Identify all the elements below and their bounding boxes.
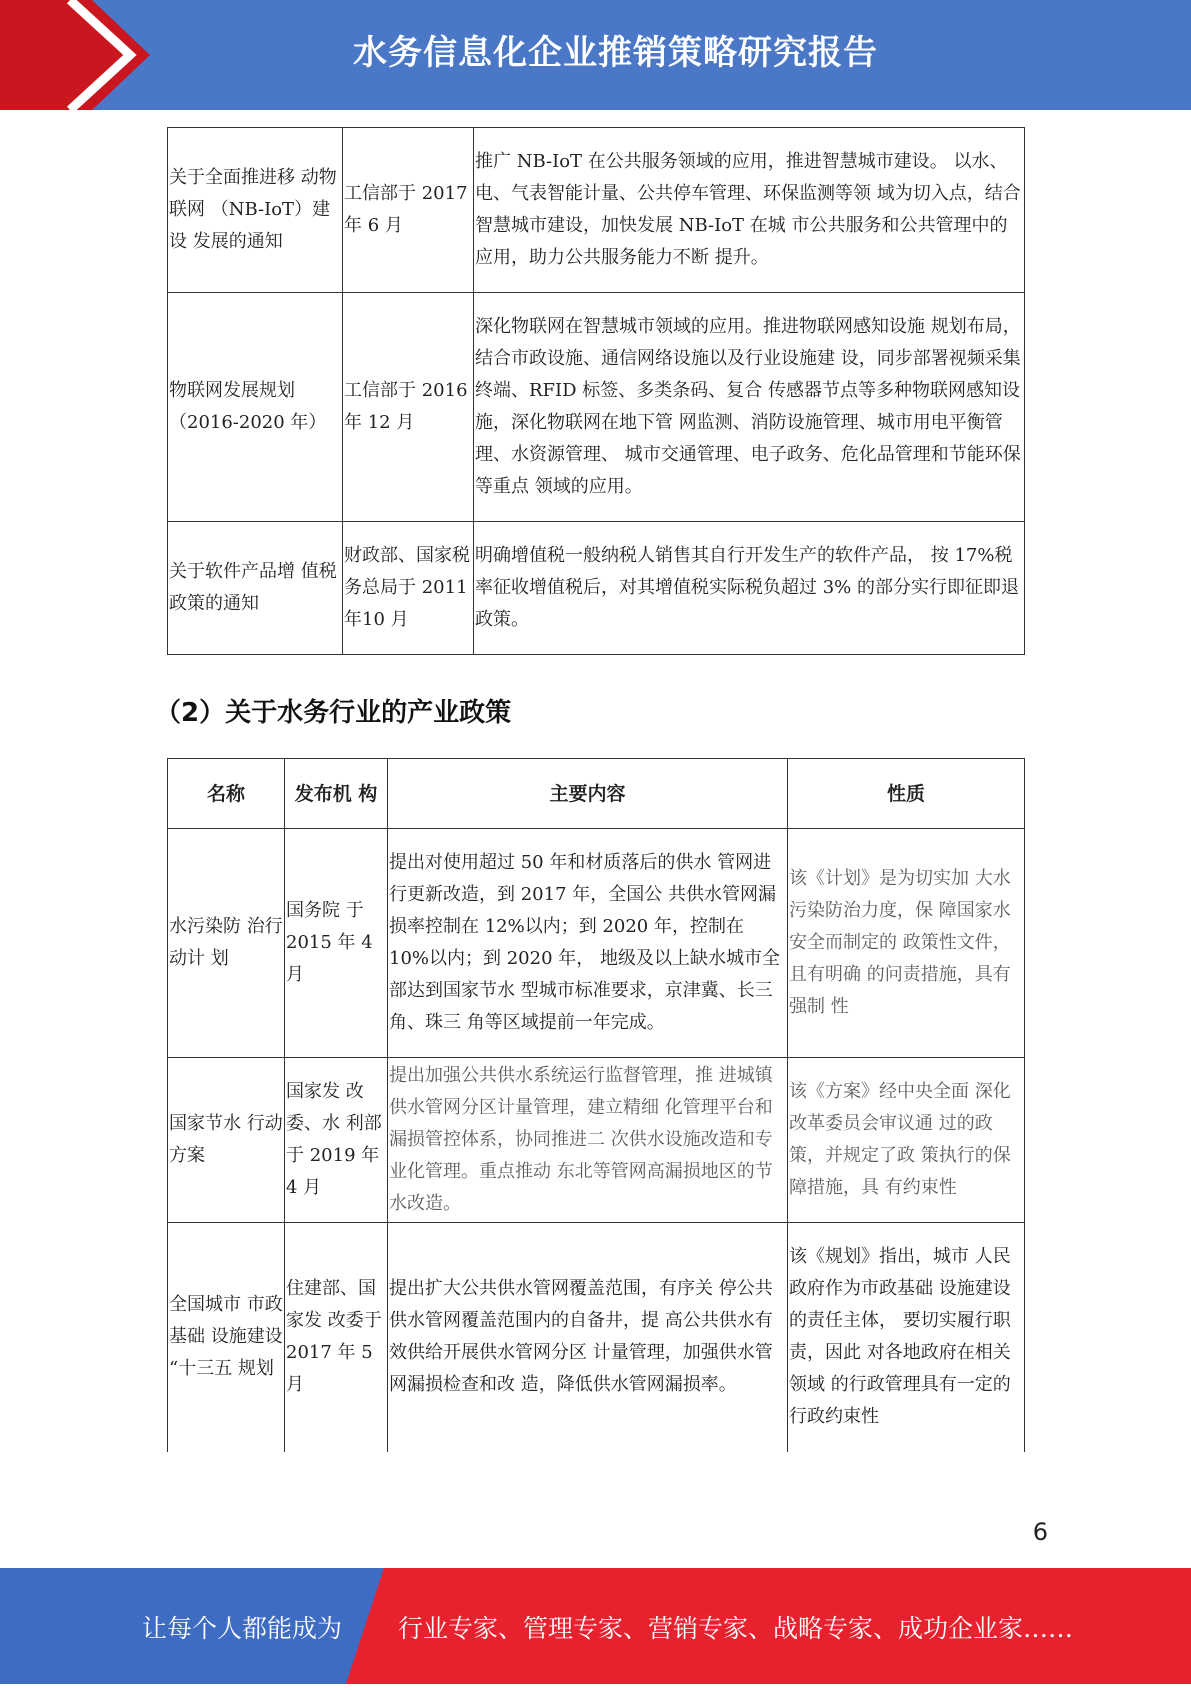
table-row — [168, 1058, 1025, 1223]
policy-content-cell: 深化物联网在智慧城市领域的应用。推进物联网感知设施 规划布局，结合市政设施、通信网络设施以及行业设施建 设，同步部署视频采集终端、RFID 标签、多类条码、复合 传感器节点等多种物联网感知设施，深化物联网在地下管 网监测、消防设施管理、城市用电平衡管理、水资源管理、 城市交通管理、电子政务、危化品管理和节能环保等重点 领域的应用。 — [474, 293, 1025, 522]
footer-slogan-left: 让每个人都能成为 — [142, 1614, 343, 1643]
policy-name-cell: 关于全面推进移 动物联网 （NB-IoT）建设 发展的通知 — [168, 128, 343, 293]
table-row — [168, 128, 1025, 293]
column-header-content: 主要内容 — [388, 759, 788, 829]
water-policy-table — [167, 758, 1025, 1452]
table-row — [168, 1223, 1025, 1452]
policy-name-cell: 全国城市 市政基础 设施建设 “十三五 规划 — [168, 1223, 285, 1452]
policy-name-cell: 关于软件产品增 值税政策的通知 — [168, 522, 343, 655]
footer-slogan-right: 行业专家、管理专家、营销专家、战略专家、成功企业家…… — [398, 1614, 1074, 1643]
policy-nature-cell: 该《计划》是为切实加 大水污染防治力度，保 障国家水安全而制定的 政策性文件，且有明确 的问责措施，具有强制 性 — [788, 829, 1025, 1058]
section-heading: （2）关于水务行业的产业政策 — [155, 698, 512, 728]
policy-issuer-cell: 国家发 改委、水 利部于 2019 年 4 月 — [285, 1058, 388, 1223]
table-header-row — [168, 759, 1025, 829]
header-arrow-icon — [0, 0, 150, 110]
footer-band — [0, 1568, 1191, 1684]
policy-name-cell: 水污染防 治行动计 划 — [168, 829, 285, 1058]
policy-issuer-cell: 工信部于 2017 年 6 月 — [343, 128, 474, 293]
policy-content-cell: 提出对使用超过 50 年和材质落后的供水 管网进行更新改造，到 2017 年，全国公 共供水管网漏损率控制在 12%以内；到 2020 年，控制在 10%以内；到 2020 年， 地级及以上缺水城市全部达到国家节水 型城市标准要求，京津冀、长三角、珠三 角等区域提前一年完成。 — [388, 829, 788, 1058]
report-title: 水务信息化企业推销策略研究报告 — [353, 33, 878, 73]
policy-issuer-cell: 财政部、国家税务总局于 2011 年10 月 — [343, 522, 474, 655]
table-row — [168, 293, 1025, 522]
policy-issuer-cell: 工信部于 2016 年 12 月 — [343, 293, 474, 522]
table-row — [168, 522, 1025, 655]
policy-content-cell: 明确增值税一般纳税人销售其自行开发生产的软件产品， 按 17%税率征收增值税后，对其增值税实际税负超过 3% 的部分实行即征即退政策。 — [474, 522, 1025, 655]
policy-nature-cell: 该《方案》经中央全面 深化改革委员会审议通 过的政策，并规定了政 策执行的保障措施，具 有约束性 — [788, 1058, 1025, 1223]
column-header-name: 名称 — [168, 759, 285, 829]
policy-content-cell: 推广 NB-IoT 在公共服务领域的应用，推进智慧城市建设。 以水、电、气表智能计量、公共停车管理、环保监测等领 域为切入点，结合智慧城市建设，加快发展 NB-IoT 在城 市公共服务和公共管理中的应用，助力公共服务能力不断 提升。 — [474, 128, 1025, 293]
page-number: 6 — [1032, 1518, 1048, 1546]
table-row — [168, 829, 1025, 1058]
policy-issuer-cell: 国务院 于 2015 年 4 月 — [285, 829, 388, 1058]
policy-table-continued — [167, 127, 1025, 655]
policy-name-cell: 物联网发展规划 （2016-2020 年） — [168, 293, 343, 522]
policy-content-cell: 提出扩大公共供水管网覆盖范围，有序关 停公共供水管网覆盖范围内的自备井，提 高公共供水有效供给开展供水管网分区 计量管理，加强供水管网漏损检查和改 造，降低供水管网漏损率。 — [388, 1223, 788, 1452]
policy-name-cell: 国家节水 行动方案 — [168, 1058, 285, 1223]
policy-content-cell: 提出加强公共供水系统运行监督管理，推 进城镇供水管网分区计量管理，建立精细 化管理平台和漏损管控体系，协同推进二 次供水设施改造和专业化管理。重点推动 东北等管网高漏损地区的节水改造。 — [388, 1058, 788, 1223]
policy-nature-cell: 该《规划》指出，城市 人民政府作为市政基础 设施建设的责任主体， 要切实履行职责，因此 对各地政府在相关领域 的行政管理具有一定的 行政约束性 — [788, 1223, 1025, 1452]
header-band — [0, 0, 1191, 110]
policy-issuer-cell: 住建部、国家发 改委于 2017 年 5 月 — [285, 1223, 388, 1452]
column-header-nature: 性质 — [788, 759, 1025, 829]
column-header-issuer: 发布机 构 — [285, 759, 388, 829]
